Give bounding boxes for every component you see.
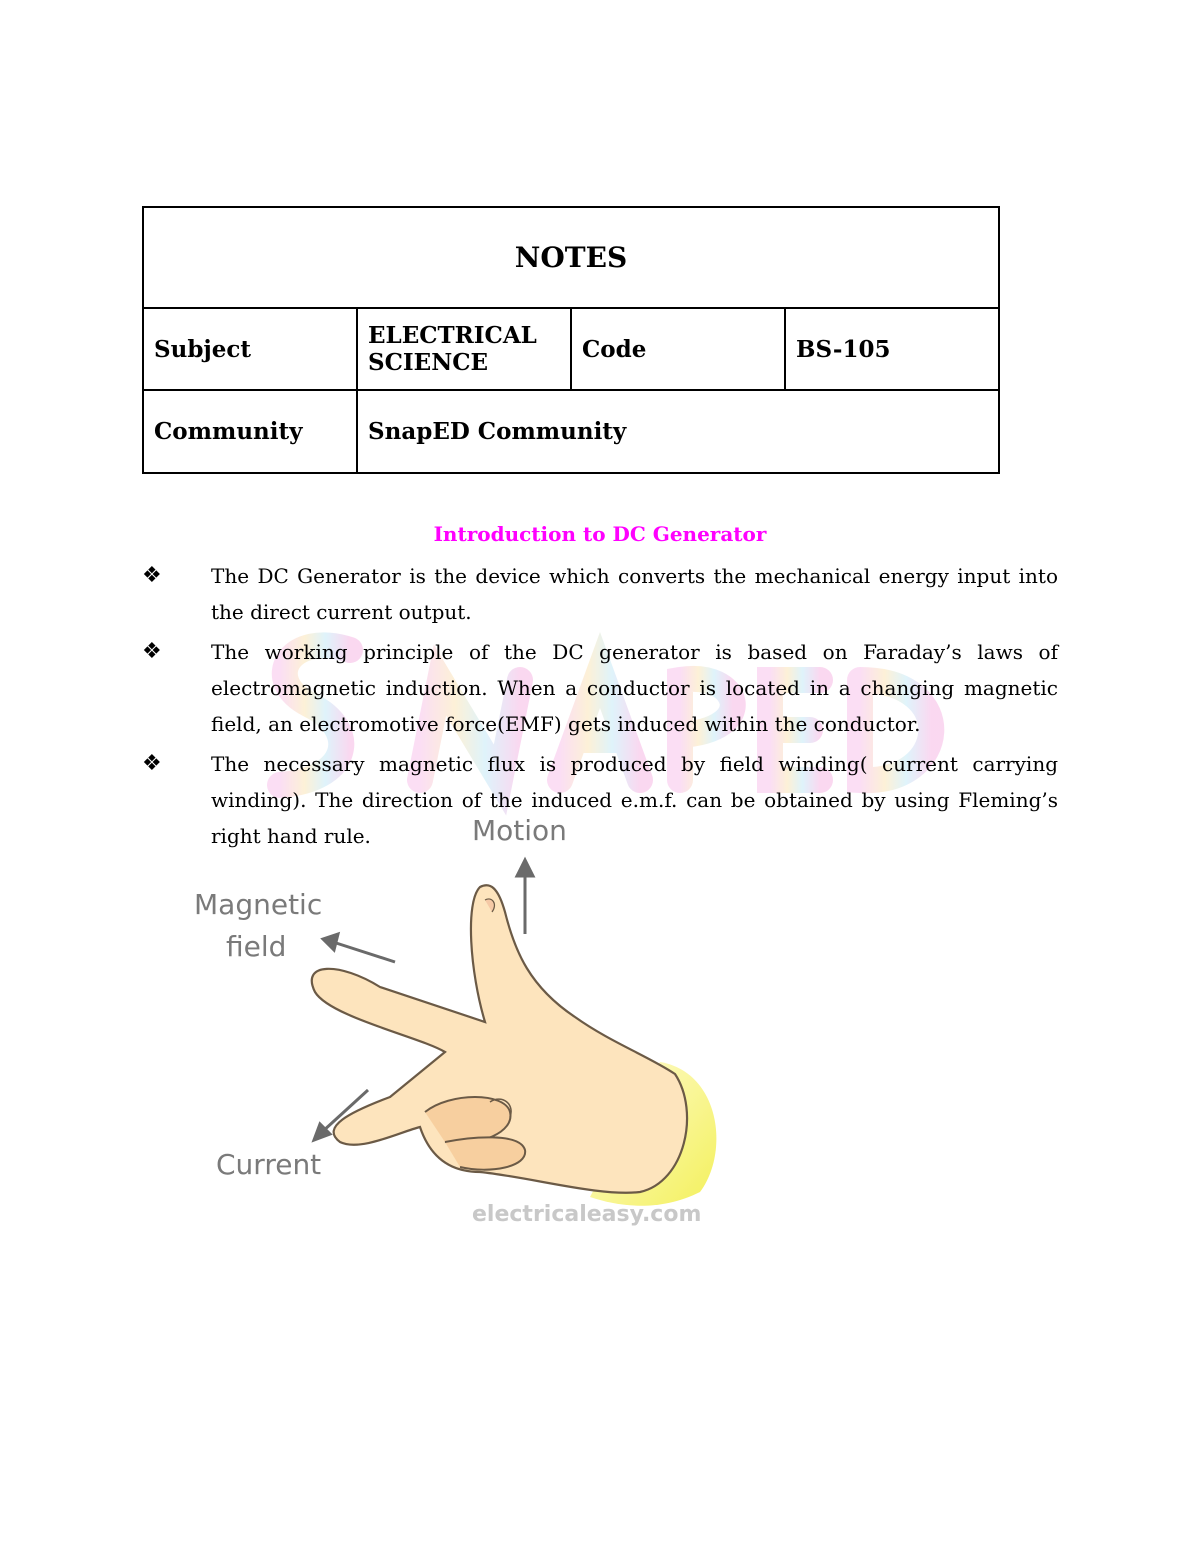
section-title: Introduction to DC Generator (433, 522, 767, 546)
community-label: Community (143, 390, 357, 473)
subject-value: ELECTRICAL SCIENCE (357, 308, 571, 391)
list-item (140, 558, 1058, 630)
diamond-bullet-icon: ❖ (142, 563, 162, 588)
figure-credit: electricaleasy.com (472, 1202, 702, 1227)
notes-header-table (142, 206, 1000, 474)
diamond-bullet-icon: ❖ (142, 751, 162, 776)
subject-label: Subject (143, 308, 357, 391)
diamond-bullet-icon: ❖ (142, 639, 162, 664)
current-label: Current (216, 1148, 322, 1181)
community-value: SnapED Community (357, 390, 999, 473)
bullet-text: The necessary magnetic flux is produced by field winding( current carrying winding). The direction of the induced e.m.f. can be obtained by using Fleming’s right hand rule. (211, 752, 1058, 848)
magnetic-field-label-line2: field (226, 930, 287, 963)
list-item (140, 634, 1058, 742)
flemings-right-hand-figure (180, 812, 740, 1242)
code-label: Code (571, 308, 785, 391)
motion-label: Motion (472, 814, 567, 847)
bullet-text: The DC Generator is the device which converts the mechanical energy input into the direct current output. (211, 564, 1058, 624)
code-value: BS-105 (785, 308, 999, 391)
notes-title: NOTES (143, 207, 999, 308)
magnetic-field-label-line1: Magnetic (194, 888, 323, 921)
bullet-text: The working principle of the DC generator is based on Faraday’s laws of electromagnetic induction. When a conductor is located in a changing magnetic field, an electromotive force(EMF) gets induced within the conductor. (211, 640, 1058, 736)
